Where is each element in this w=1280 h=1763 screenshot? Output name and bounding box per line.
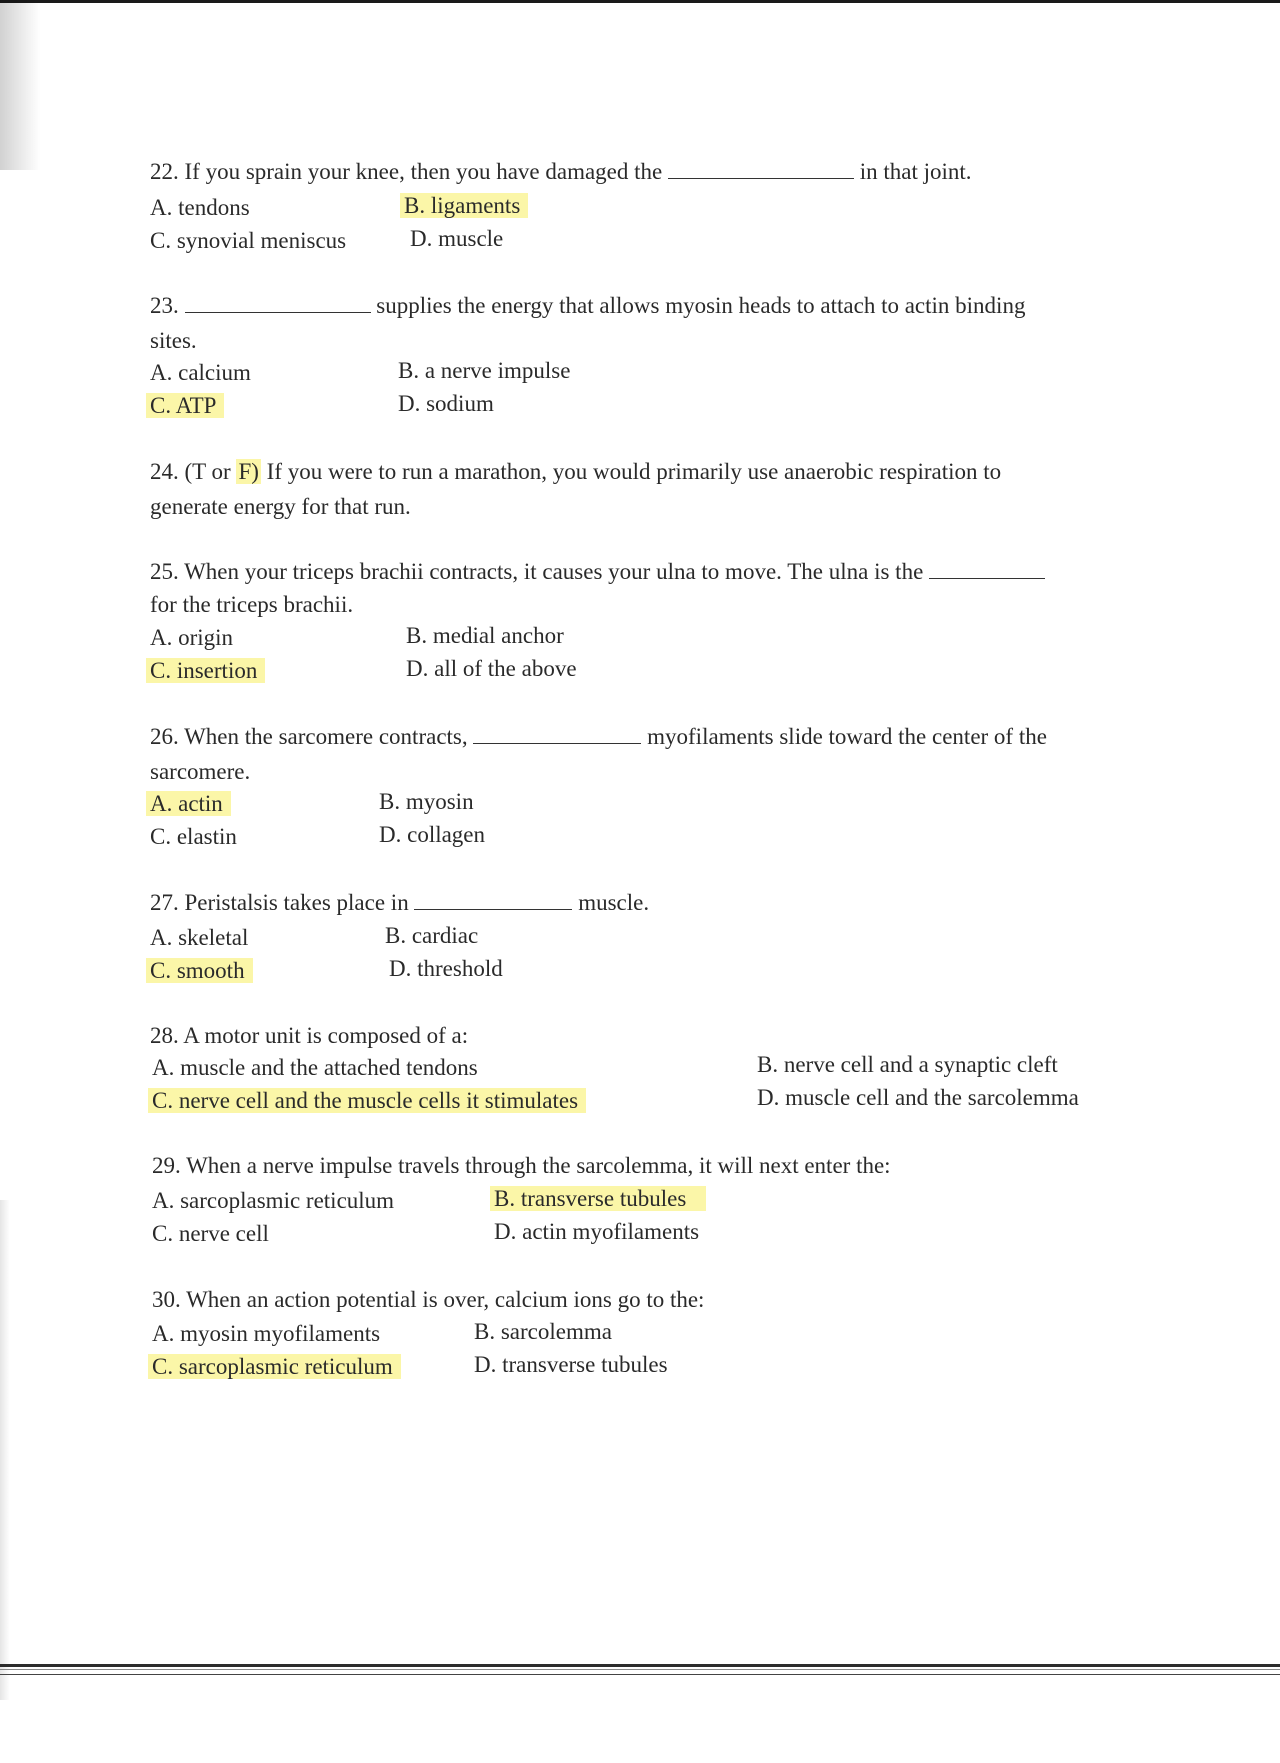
option-d: D. transverse tubules [474,1352,668,1377]
highlighted-answer: A. actin [146,791,231,816]
question-number: 23. [150,293,179,318]
question-text-end: muscle. [578,890,650,915]
highlighted-answer: B. ligaments [400,193,528,218]
question-text: When a nerve impulse travels through the sarcolemma, it will next enter the: [186,1153,891,1178]
option-c: C. elastin [150,824,237,849]
question-25-stem [150,558,1045,586]
option-d: D. actin myofilaments [494,1219,700,1244]
scan-shadow-lower [0,1200,10,1700]
option-a: A. tendons [150,195,250,220]
option-d: D. collagen [379,822,486,847]
answer-blank [473,725,641,744]
question-24-stem [150,458,1001,486]
option-c: C. nerve cell [152,1221,269,1246]
option-c [150,391,224,421]
question-text: If you were to run a marathon, you would primarily use anaerobic respiration to [266,459,1002,484]
question-25-stem-line2: for the triceps brachii. [150,592,354,617]
question-text: When the sarcomere contracts, [184,724,468,749]
option-a: A. skeletal [150,925,249,950]
option-b: B. cardiac [385,923,479,948]
question-text-end: myofilaments slide toward the center of the [647,724,1047,749]
page-bottom-edge-line [0,1674,1280,1675]
question-number: 29. [152,1153,181,1178]
page-bottom-edge-line [0,1669,1280,1670]
option-d: D. sodium [398,391,494,416]
option-b [404,191,528,221]
highlighted-answer: C. nerve cell and the muscle cells it stimulates [148,1088,586,1113]
question-27-stem [150,889,649,917]
question-23-stem [150,292,1025,320]
question-30-stem [152,1286,704,1314]
question-text: Peristalsis takes place in [184,890,409,915]
question-number: 22. [150,159,179,184]
question-number: 27. [150,890,179,915]
question-23-stem-line2: sites. [150,328,197,353]
question-text: A motor unit is composed of a: [183,1023,469,1048]
question-text: When an action potential is over, calcium ions go to the: [186,1287,705,1312]
highlighted-answer: C. ATP [146,393,224,418]
option-d: D. all of the above [406,656,577,681]
option-a: A. muscle and the attached tendons [152,1055,478,1080]
question-number: 28. [150,1023,179,1048]
option-b: B. myosin [379,789,474,814]
answer-blank [668,160,854,179]
question-29-stem [152,1152,891,1180]
highlighted-answer: C. smooth [146,958,253,983]
question-number: 25. [150,559,179,584]
question-text: If you sprain your knee, then you have damaged the [184,159,663,184]
option-d: D. threshold [389,956,503,981]
answer-blank [185,294,371,313]
option-b: B. a nerve impulse [398,358,571,383]
option-a [150,789,231,819]
question-number: 24. [150,459,179,484]
option-b: B. nerve cell and a synaptic cleft [757,1052,1058,1077]
highlighted-answer: F) [238,459,259,484]
option-b [494,1184,706,1214]
scan-shadow [0,0,40,170]
highlighted-answer: C. sarcoplasmic reticulum [148,1354,401,1379]
option-c [152,1086,586,1116]
question-26-stem [150,723,1047,751]
question-22-stem [150,158,972,186]
option-b: B. sarcolemma [474,1319,612,1344]
scan-top-edge [0,0,1280,3]
page-bottom-edge [0,1664,1280,1667]
answer-blank [414,891,572,910]
highlighted-answer: B. transverse tubules [490,1186,706,1211]
true-false-prefix: (T or [184,459,237,484]
option-d: D. muscle cell and the sarcolemma [757,1085,1079,1110]
answer-blank [929,560,1045,579]
question-number: 26. [150,724,179,749]
question-text: When your triceps brachii contracts, it causes your ulna to move. The ulna is the [184,559,924,584]
question-text: supplies the energy that allows myosin heads to attach to actin binding [376,293,1026,318]
option-a: A. calcium [150,360,251,385]
question-28-stem [150,1022,468,1050]
question-24-stem-line2: generate energy for that run. [150,494,411,519]
question-number: 30. [152,1287,181,1312]
option-a: A. origin [150,625,234,650]
option-a: A. myosin myofilaments [152,1321,381,1346]
option-a: A. sarcoplasmic reticulum [152,1188,395,1213]
question-text-end: in that joint. [859,159,972,184]
highlighted-answer: C. insertion [146,658,265,683]
option-c: C. synovial meniscus [150,228,347,253]
question-26-stem-line2: sarcomere. [150,759,251,784]
option-d: D. muscle [410,226,504,251]
option-c [150,956,253,986]
option-c [150,656,265,686]
option-c [152,1352,401,1382]
option-b: B. medial anchor [406,623,564,648]
